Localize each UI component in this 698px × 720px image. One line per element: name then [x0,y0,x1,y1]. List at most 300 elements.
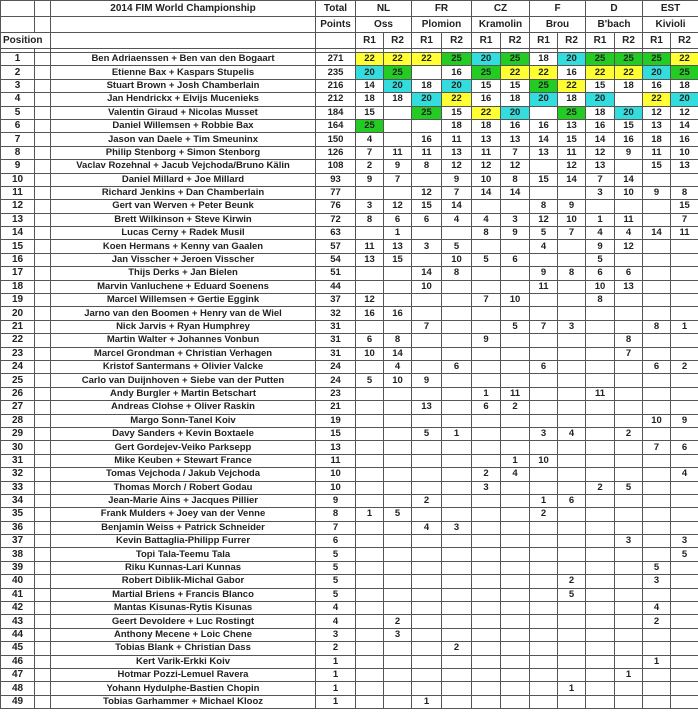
race-points-cell [643,695,671,708]
race-points-cell [442,535,472,548]
team-name-cell: Topi Tala-Teemu Tala [51,548,316,561]
race-points-cell [586,374,615,387]
position-cell: 31 [1,454,35,467]
blank-cell [35,548,51,561]
blank-cell [35,334,51,347]
position-cell: 14 [1,227,35,240]
blank-cell [35,427,51,440]
race-points-cell: 12 [356,294,384,307]
position-cell: 40 [1,575,35,588]
race-points-cell: 16 [442,66,472,79]
race-points-cell [356,521,384,534]
race-points-cell [558,628,586,641]
team-name-cell: Gert van Werven + Peter Beunk [51,200,316,213]
table-row [1,427,698,440]
race-points-cell: 22 [530,66,558,79]
race-points-cell [442,468,472,481]
race-points-cell: 9 [643,186,671,199]
race-points-cell: 22 [412,53,442,66]
blank-cell [35,294,51,307]
race-points-cell [472,307,501,320]
table-row [1,441,698,454]
position-cell: 37 [1,535,35,548]
race-points-cell: 5 [530,227,558,240]
blank-cell [35,454,51,467]
race-points-cell [586,320,615,333]
total-points-cell: 24 [316,374,356,387]
team-name-cell: Tobias Blank + Christian Dass [51,642,316,655]
position-cell: 43 [1,615,35,628]
race-points-cell [586,360,615,373]
table-row [1,387,698,400]
race-points-cell [643,240,671,253]
race-points-cell: 6 [501,253,530,266]
blank-cell [35,642,51,655]
race-points-cell [558,414,586,427]
race-header: R2 [671,33,698,49]
team-name-cell: Mantas Kisunas-Rytis Kisunas [51,602,316,615]
position-cell: 39 [1,561,35,574]
race-points-cell [384,521,412,534]
race-points-cell [412,628,442,641]
race-points-cell [530,468,558,481]
race-points-cell [643,387,671,400]
total-points-cell: 1 [316,655,356,668]
position-cell: 23 [1,347,35,360]
race-points-cell [671,294,698,307]
race-points-cell [412,334,442,347]
race-points-cell [643,535,671,548]
total-points-cell: 93 [316,173,356,186]
race-points-cell [412,561,442,574]
race-points-cell [472,602,501,615]
position-cell: 12 [1,200,35,213]
race-points-cell: 10 [558,213,586,226]
total-header: Total [316,1,356,17]
position-cell: 33 [1,481,35,494]
blank-cell [35,441,51,454]
race-points-cell: 10 [501,294,530,307]
race-points-cell [501,615,530,628]
race-points-cell [472,240,501,253]
blank-cell [35,588,51,601]
race-points-cell [671,615,698,628]
race-points-cell: 7 [586,173,615,186]
race-points-cell: 18 [472,119,501,132]
race-points-cell [442,682,472,695]
race-points-cell [384,441,412,454]
race-points-cell: 6 [586,267,615,280]
race-points-cell [442,401,472,414]
race-points-cell [586,668,615,681]
race-points-cell: 13 [384,240,412,253]
race-points-cell [615,521,643,534]
table-row [1,173,698,186]
total-points-cell: 10 [316,468,356,481]
race-points-cell: 13 [442,146,472,159]
position-cell: 20 [1,307,35,320]
race-points-cell [356,535,384,548]
table-row [1,213,698,226]
race-points-cell [558,401,586,414]
race-points-cell [442,294,472,307]
race-points-cell [384,468,412,481]
race-points-cell: 8 [530,200,558,213]
team-name-cell: Kristof Santermans + Olivier Valcke [51,360,316,373]
race-points-cell [412,682,442,695]
race-points-cell: 16 [530,119,558,132]
race-points-cell: 12 [671,106,698,119]
team-name-cell: Marvin Vanluchene + Eduard Soenens [51,280,316,293]
race-points-cell: 6 [558,494,586,507]
race-points-cell: 22 [384,53,412,66]
table-row [1,347,698,360]
header-row-title [1,1,698,17]
race-points-cell: 20 [356,66,384,79]
race-points-cell: 15 [412,200,442,213]
table-row [1,655,698,668]
race-points-cell: 3 [530,427,558,440]
race-points-cell [671,561,698,574]
race-points-cell [615,615,643,628]
race-points-cell: 11 [615,213,643,226]
race-points-cell [384,655,412,668]
race-points-cell [442,561,472,574]
blank-cell [35,521,51,534]
race-points-cell: 4 [501,468,530,481]
team-name-cell: Martial Briens + Francis Blanco [51,588,316,601]
race-points-cell [643,294,671,307]
race-points-cell [442,320,472,333]
table-row [1,334,698,347]
race-points-cell [671,454,698,467]
race-points-cell [412,655,442,668]
team-name-cell: Yohann Hydulphe-Bastien Chopin [51,682,316,695]
race-points-cell [530,615,558,628]
team-name-cell: Richard Jenkins + Dan Chamberlain [51,186,316,199]
race-points-cell: 14 [586,133,615,146]
team-name-cell: Jan Hendrickx + Elvijs Mucenieks [51,93,316,106]
race-points-cell [558,307,586,320]
race-points-cell [558,508,586,521]
race-points-cell: 13 [472,133,501,146]
race-points-cell [412,575,442,588]
race-points-cell [558,695,586,708]
race-points-cell [442,414,472,427]
race-points-cell: 8 [356,213,384,226]
race-points-cell [356,186,384,199]
race-points-cell [586,521,615,534]
race-points-cell: 1 [558,682,586,695]
race-points-cell [412,119,442,132]
race-points-cell [615,642,643,655]
race-points-cell [501,561,530,574]
race-points-cell [356,615,384,628]
total-points-cell: 4 [316,602,356,615]
race-points-cell [501,481,530,494]
race-points-cell [671,240,698,253]
race-points-cell [412,548,442,561]
race-points-cell [442,548,472,561]
race-points-cell [558,561,586,574]
race-header: R1 [530,33,558,49]
race-points-cell: 25 [586,53,615,66]
race-points-cell: 3 [412,240,442,253]
blank-cell [1,1,35,17]
race-points-cell [586,200,615,213]
race-points-cell: 9 [384,160,412,173]
race-points-cell [671,307,698,320]
race-points-cell: 4 [530,240,558,253]
race-points-cell [586,401,615,414]
race-points-cell [615,200,643,213]
race-points-cell [558,253,586,266]
race-points-cell [586,441,615,454]
race-points-cell [501,508,530,521]
race-points-cell [615,320,643,333]
race-points-cell [586,508,615,521]
team-name-cell: Jason van Daele + Tim Smeuninx [51,133,316,146]
race-points-cell [356,642,384,655]
table-row [1,186,698,199]
blank-cell [35,615,51,628]
blank-cell [35,508,51,521]
race-points-cell: 9 [472,334,501,347]
race-points-cell [384,133,412,146]
race-points-cell [586,454,615,467]
blank-cell [35,401,51,414]
race-points-cell: 14 [671,119,698,132]
total-points-cell: 57 [316,240,356,253]
blank-cell [35,186,51,199]
race-points-cell [472,695,501,708]
race-points-cell [472,374,501,387]
total-points-cell: 216 [316,79,356,92]
race-points-cell [530,106,558,119]
race-points-cell [615,548,643,561]
race-points-cell [501,695,530,708]
race-points-cell [356,454,384,467]
race-points-cell: 18 [558,93,586,106]
race-points-cell [530,401,558,414]
race-points-cell: 7 [615,347,643,360]
race-points-cell [356,494,384,507]
race-points-cell [442,575,472,588]
total-points-cell: 1 [316,695,356,708]
race-points-cell: 5 [615,481,643,494]
event-venue: Kivioli [643,17,698,33]
race-points-cell [384,561,412,574]
race-points-cell [586,615,615,628]
race-points-cell [530,160,558,173]
race-points-cell [558,548,586,561]
total-points-cell: 54 [316,253,356,266]
race-points-cell [615,695,643,708]
race-points-cell [643,521,671,534]
race-points-cell: 2 [671,360,698,373]
race-points-cell [671,387,698,400]
race-points-cell [384,280,412,293]
total-points-cell: 51 [316,267,356,280]
position-cell: 21 [1,320,35,333]
team-name-cell: Marcel Willemsen + Gertie Eggink [51,294,316,307]
table-row [1,602,698,615]
race-points-cell: 1 [586,213,615,226]
race-points-cell [501,427,530,440]
race-points-cell: 18 [501,93,530,106]
race-points-cell [501,280,530,293]
team-name-cell: Robert Diblik-Michal Gabor [51,575,316,588]
position-cell: 34 [1,494,35,507]
race-points-cell [384,106,412,119]
blank-cell [35,200,51,213]
blank-cell [35,682,51,695]
position-cell: 6 [1,119,35,132]
position-cell: 13 [1,213,35,226]
position-header: Position [1,33,51,49]
race-points-cell: 6 [530,360,558,373]
race-points-cell: 10 [615,186,643,199]
race-points-cell: 16 [586,119,615,132]
race-points-cell: 8 [412,160,442,173]
event-venue: Brou [530,17,586,33]
table-row [1,628,698,641]
race-points-cell [472,642,501,655]
race-points-cell: 18 [412,79,442,92]
race-points-cell [530,575,558,588]
race-points-cell: 22 [586,66,615,79]
race-points-cell [356,280,384,293]
team-name-cell: Thomas Morch / Robert Godau [51,481,316,494]
position-cell: 38 [1,548,35,561]
blank-cell [35,79,51,92]
race-points-cell: 6 [442,360,472,373]
race-points-cell: 25 [472,66,501,79]
race-points-cell [384,535,412,548]
blank-cell [35,387,51,400]
team-name-cell: Kevin Battaglia-Philipp Furrer [51,535,316,548]
race-points-cell: 15 [356,106,384,119]
race-points-cell: 15 [384,253,412,266]
race-points-cell [501,588,530,601]
race-points-cell [356,481,384,494]
race-header: R1 [643,33,671,49]
race-points-cell [501,628,530,641]
total-points-cell: 5 [316,548,356,561]
blank-cell [35,360,51,373]
race-points-cell: 4 [586,227,615,240]
team-name-cell: Lucas Cerny + Radek Musil [51,227,316,240]
blank-cell [35,347,51,360]
race-points-cell [586,561,615,574]
race-points-cell [558,441,586,454]
total-points-cell: 5 [316,561,356,574]
race-points-cell [384,481,412,494]
race-points-cell: 3 [586,186,615,199]
race-points-cell [530,642,558,655]
race-points-cell: 5 [671,548,698,561]
team-name-cell: Jan Visscher + Jeroen Visscher [51,253,316,266]
race-points-cell: 2 [558,575,586,588]
position-cell: 36 [1,521,35,534]
race-points-cell [356,561,384,574]
race-points-cell: 7 [558,227,586,240]
race-points-cell [530,588,558,601]
race-points-cell: 1 [530,494,558,507]
race-points-cell: 20 [615,106,643,119]
race-points-cell: 13 [356,253,384,266]
race-points-cell: 14 [412,267,442,280]
race-points-cell [442,481,472,494]
table-row [1,494,698,507]
race-points-cell: 8 [586,294,615,307]
race-points-cell: 6 [356,334,384,347]
blank-cell [35,213,51,226]
race-points-cell [615,414,643,427]
event-country: FR [412,1,472,17]
race-points-cell [501,535,530,548]
race-points-cell [384,119,412,132]
position-cell: 11 [1,186,35,199]
race-points-cell: 5 [356,374,384,387]
race-points-cell: 12 [384,200,412,213]
race-points-cell [615,588,643,601]
race-points-cell: 1 [442,427,472,440]
race-points-cell: 11 [356,240,384,253]
event-country: D [586,1,643,17]
race-points-cell: 18 [671,79,698,92]
race-points-cell [501,668,530,681]
race-points-cell [412,481,442,494]
race-points-cell: 7 [356,146,384,159]
event-country: EST [643,1,698,17]
total-points-cell: 3 [316,628,356,641]
position-cell: 44 [1,628,35,641]
blank-cell [51,33,316,49]
race-points-cell [530,414,558,427]
race-points-cell: 10 [671,146,698,159]
team-name-cell: Geert Devoldere + Luc Rostingt [51,615,316,628]
total-points-cell: 6 [316,535,356,548]
race-points-cell [643,628,671,641]
race-points-cell: 22 [671,53,698,66]
race-points-cell: 14 [501,186,530,199]
blank-cell [35,227,51,240]
race-points-cell [671,521,698,534]
table-row [1,360,698,373]
race-points-cell: 10 [356,347,384,360]
total-points-cell: 7 [316,521,356,534]
race-points-cell: 25 [530,79,558,92]
blank-cell [35,668,51,681]
race-points-cell [356,682,384,695]
race-points-cell [501,441,530,454]
team-name-cell: Stuart Brown + Josh Chamberlain [51,79,316,92]
race-points-cell [501,548,530,561]
race-points-cell: 16 [643,79,671,92]
table-row [1,481,698,494]
race-points-cell: 13 [558,119,586,132]
race-points-cell: 10 [384,374,412,387]
race-points-cell [472,615,501,628]
race-points-cell: 6 [643,360,671,373]
blank-cell [35,133,51,146]
total-points-cell: 271 [316,53,356,66]
race-points-cell: 12 [586,146,615,159]
blank-cell [35,17,51,33]
blank-cell [35,1,51,17]
race-points-cell [586,602,615,615]
